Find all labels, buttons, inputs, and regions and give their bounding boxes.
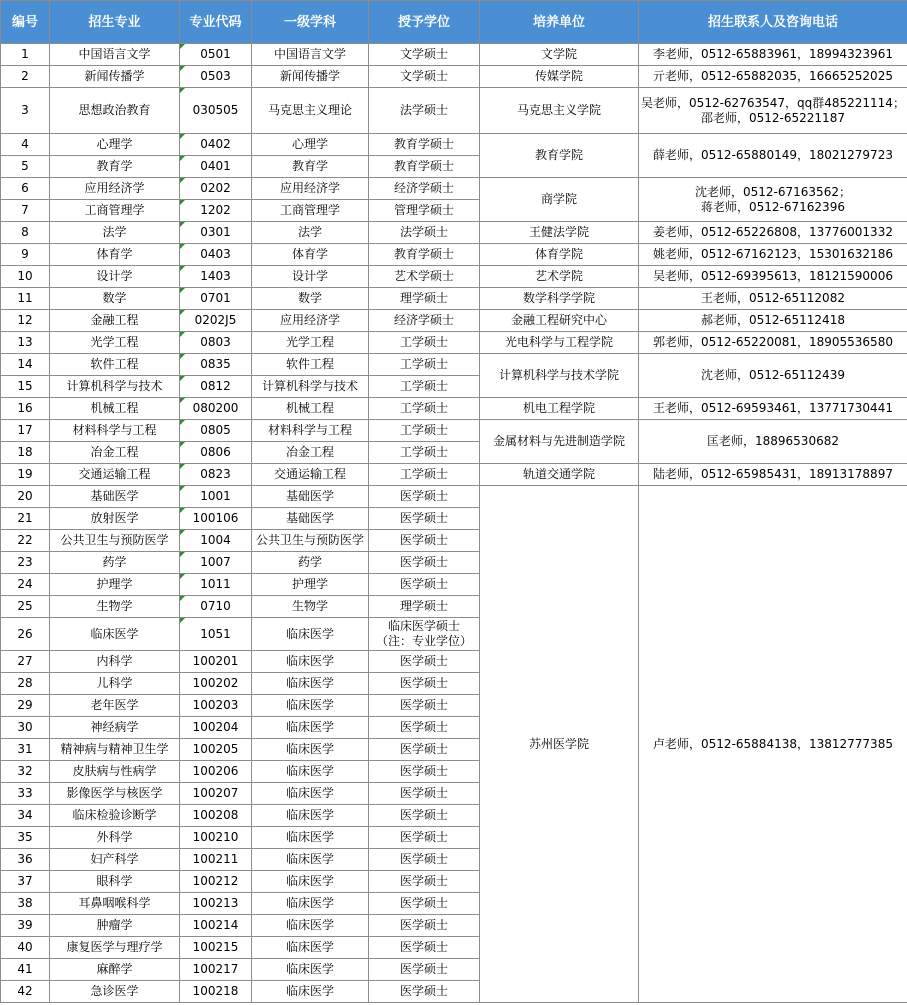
row-number: 37 (1, 871, 50, 893)
major-cell: 急诊医学 (50, 981, 180, 1003)
row-number: 24 (1, 574, 50, 596)
row-number: 27 (1, 651, 50, 673)
degree-cell: 医学硕士 (369, 508, 480, 530)
degree-cell: 医学硕士 (369, 981, 480, 1003)
contact-cell: 薛老师，0512-65880149，18021279723 (639, 134, 907, 178)
major-cell: 应用经济学 (50, 178, 180, 200)
degree-cell: 医学硕士 (369, 827, 480, 849)
row-number: 31 (1, 739, 50, 761)
code-cell: 1011 (180, 574, 252, 596)
major-cell: 眼科学 (50, 871, 180, 893)
major-cell: 冶金工程 (50, 442, 180, 464)
discipline-cell: 临床医学 (252, 651, 369, 673)
row-number: 11 (1, 288, 50, 310)
major-cell: 生物学 (50, 596, 180, 618)
degree-cell: 管理学硕士 (369, 200, 480, 222)
degree-text: 临床医学硕士 (387, 619, 460, 633)
row-number: 42 (1, 981, 50, 1003)
degree-cell: 工学硕士 (369, 332, 480, 354)
discipline-cell: 设计学 (252, 266, 369, 288)
row-number: 17 (1, 420, 50, 442)
contact-cell (639, 88, 907, 134)
code-cell: 0701 (180, 288, 252, 310)
degree-cell: 医学硕士 (369, 761, 480, 783)
contact-cell: 卢老师，0512-65884138，13812777385 (639, 486, 907, 1003)
code-cell: 0301 (180, 222, 252, 244)
code-cell: 100106 (180, 508, 252, 530)
code-cell: 1051 (180, 618, 252, 651)
table-row (1, 288, 907, 310)
row-number: 23 (1, 552, 50, 574)
contact-cell: 郭老师，0512-65220081，18905536580 (639, 332, 907, 354)
row-number: 13 (1, 332, 50, 354)
row-number: 38 (1, 893, 50, 915)
code-cell: 100202 (180, 673, 252, 695)
degree-cell: 理学硕士 (369, 596, 480, 618)
row-number: 40 (1, 937, 50, 959)
code-cell: 0805 (180, 420, 252, 442)
degree-cell: 教育学硕士 (369, 156, 480, 178)
discipline-cell: 临床医学 (252, 673, 369, 695)
discipline-cell: 药学 (252, 552, 369, 574)
degree-cell: 工学硕士 (369, 420, 480, 442)
major-cell: 思想政治教育 (50, 88, 180, 134)
contact-line: 沈老师，0512-67163562； (695, 184, 851, 199)
unit-cell: 轨道交通学院 (480, 464, 639, 486)
code-cell: 1001 (180, 486, 252, 508)
discipline-cell: 临床医学 (252, 959, 369, 981)
row-number: 18 (1, 442, 50, 464)
code-cell: 100217 (180, 959, 252, 981)
major-cell: 妇产科学 (50, 849, 180, 871)
major-cell: 内科学 (50, 651, 180, 673)
discipline-cell: 机械工程 (252, 398, 369, 420)
degree-cell: 医学硕士 (369, 651, 480, 673)
code-cell: 0803 (180, 332, 252, 354)
row-number: 34 (1, 805, 50, 827)
degree-cell: 法学硕士 (369, 222, 480, 244)
row-number: 7 (1, 200, 50, 222)
degree-cell: 教育学硕士 (369, 244, 480, 266)
contact-cell (639, 178, 907, 222)
row-number: 35 (1, 827, 50, 849)
row-number: 30 (1, 717, 50, 739)
row-number: 29 (1, 695, 50, 717)
discipline-cell: 中国语言文学 (252, 44, 369, 66)
row-number: 1 (1, 44, 50, 66)
degree-cell: 工学硕士 (369, 464, 480, 486)
contact-line: 蒋老师，0512-67162396 (701, 199, 845, 214)
discipline-cell: 临床医学 (252, 739, 369, 761)
major-cell: 机械工程 (50, 398, 180, 420)
table-row (1, 88, 907, 134)
degree-cell: 医学硕士 (369, 552, 480, 574)
code-cell: 100203 (180, 695, 252, 717)
discipline-cell: 新闻传播学 (252, 66, 369, 88)
row-number: 4 (1, 134, 50, 156)
row-number: 20 (1, 486, 50, 508)
major-cell: 肿瘤学 (50, 915, 180, 937)
header-col-major: 招生专业 (50, 1, 180, 44)
discipline-cell: 临床医学 (252, 871, 369, 893)
code-cell: 100208 (180, 805, 252, 827)
major-cell: 中国语言文学 (50, 44, 180, 66)
major-cell: 外科学 (50, 827, 180, 849)
contact-cell: 郝老师，0512-65112418 (639, 310, 907, 332)
discipline-cell: 工商管理学 (252, 200, 369, 222)
table-row (1, 44, 907, 66)
major-cell: 基础医学 (50, 486, 180, 508)
major-cell: 神经病学 (50, 717, 180, 739)
contact-line: 邵老师，0512-65221187 (701, 110, 845, 125)
unit-cell: 光电科学与工程学院 (480, 332, 639, 354)
row-number: 8 (1, 222, 50, 244)
major-cell: 法学 (50, 222, 180, 244)
major-cell: 新闻传播学 (50, 66, 180, 88)
row-number: 32 (1, 761, 50, 783)
major-cell: 金融工程 (50, 310, 180, 332)
contact-cell: 亓老师，0512-65882035，16665252025 (639, 66, 907, 88)
contact-cell: 姚老师，0512-67162123，15301632186 (639, 244, 907, 266)
major-cell: 皮肤病与性病学 (50, 761, 180, 783)
major-cell: 心理学 (50, 134, 180, 156)
row-number: 9 (1, 244, 50, 266)
major-cell: 公共卫生与预防医学 (50, 530, 180, 552)
row-number: 2 (1, 66, 50, 88)
major-cell: 麻醉学 (50, 959, 180, 981)
code-cell: 1403 (180, 266, 252, 288)
unit-cell: 机电工程学院 (480, 398, 639, 420)
discipline-cell: 临床医学 (252, 915, 369, 937)
major-cell: 数学 (50, 288, 180, 310)
discipline-cell: 基础医学 (252, 486, 369, 508)
discipline-cell: 交通运输工程 (252, 464, 369, 486)
discipline-cell: 临床医学 (252, 937, 369, 959)
degree-cell: 文学硕士 (369, 44, 480, 66)
discipline-cell: 心理学 (252, 134, 369, 156)
degree-cell: 艺术学硕士 (369, 266, 480, 288)
row-number: 5 (1, 156, 50, 178)
code-cell: 100204 (180, 717, 252, 739)
code-cell: 0501 (180, 44, 252, 66)
code-cell: 100218 (180, 981, 252, 1003)
degree-cell: 工学硕士 (369, 442, 480, 464)
row-number: 39 (1, 915, 50, 937)
degree-cell: 医学硕士 (369, 915, 480, 937)
header-row (1, 1, 907, 44)
degree-cell: 理学硕士 (369, 288, 480, 310)
discipline-cell: 临床医学 (252, 618, 369, 651)
code-cell: 100210 (180, 827, 252, 849)
row-number: 19 (1, 464, 50, 486)
discipline-cell: 临床医学 (252, 827, 369, 849)
discipline-cell: 生物学 (252, 596, 369, 618)
discipline-cell: 临床医学 (252, 849, 369, 871)
code-cell: 1202 (180, 200, 252, 222)
degree-cell: 经济学硕士 (369, 178, 480, 200)
major-cell: 老年医学 (50, 695, 180, 717)
degree-cell: 教育学硕士 (369, 134, 480, 156)
discipline-cell: 马克思主义理论 (252, 88, 369, 134)
contact-cell: 姜老师，0512-65226808，13776001332 (639, 222, 907, 244)
discipline-cell: 体育学 (252, 244, 369, 266)
code-cell: 0812 (180, 376, 252, 398)
unit-cell: 文学院 (480, 44, 639, 66)
header-col-degree: 授予学位 (369, 1, 480, 44)
discipline-cell: 公共卫生与预防医学 (252, 530, 369, 552)
discipline-cell: 临床医学 (252, 717, 369, 739)
unit-cell: 教育学院 (480, 134, 639, 178)
degree-cell: 医学硕士 (369, 893, 480, 915)
major-cell: 材料科学与工程 (50, 420, 180, 442)
degree-cell: 医学硕士 (369, 783, 480, 805)
discipline-cell: 冶金工程 (252, 442, 369, 464)
major-cell: 交通运输工程 (50, 464, 180, 486)
major-cell: 儿科学 (50, 673, 180, 695)
code-cell: 100207 (180, 783, 252, 805)
degree-cell: 医学硕士 (369, 871, 480, 893)
major-cell: 精神病与精神卫生学 (50, 739, 180, 761)
table-row (1, 354, 907, 376)
code-cell: 100212 (180, 871, 252, 893)
degree-cell: 医学硕士 (369, 695, 480, 717)
unit-cell: 计算机科学与技术学院 (480, 354, 639, 398)
degree-cell: 医学硕士 (369, 805, 480, 827)
degree-cell: 医学硕士 (369, 959, 480, 981)
row-number: 6 (1, 178, 50, 200)
major-cell: 临床医学 (50, 618, 180, 651)
row-number: 41 (1, 959, 50, 981)
degree-cell (369, 618, 480, 651)
discipline-cell: 临床医学 (252, 805, 369, 827)
code-cell: 100211 (180, 849, 252, 871)
degree-cell: 医学硕士 (369, 530, 480, 552)
degree-cell: 医学硕士 (369, 739, 480, 761)
discipline-cell: 应用经济学 (252, 310, 369, 332)
degree-cell: 法学硕士 (369, 88, 480, 134)
unit-cell: 商学院 (480, 178, 639, 222)
degree-cell: 医学硕士 (369, 673, 480, 695)
degree-cell: 医学硕士 (369, 486, 480, 508)
row-number: 26 (1, 618, 50, 651)
unit-cell: 艺术学院 (480, 266, 639, 288)
code-cell: 100205 (180, 739, 252, 761)
code-cell: 0503 (180, 66, 252, 88)
code-cell: 0710 (180, 596, 252, 618)
table-row (1, 332, 907, 354)
code-cell: 100201 (180, 651, 252, 673)
unit-cell: 王健法学院 (480, 222, 639, 244)
header-col-unit: 培养单位 (480, 1, 639, 44)
table-row (1, 398, 907, 420)
unit-cell: 体育学院 (480, 244, 639, 266)
contact-line: 吴老师，0512-62763547，qq群485221114； (641, 95, 905, 110)
degree-cell: 医学硕士 (369, 937, 480, 959)
unit-cell: 苏州医学院 (480, 486, 639, 1003)
major-cell: 体育学 (50, 244, 180, 266)
discipline-cell: 应用经济学 (252, 178, 369, 200)
row-number: 3 (1, 88, 50, 134)
header-col-code: 专业代码 (180, 1, 252, 44)
code-cell: 0403 (180, 244, 252, 266)
table-row (1, 222, 907, 244)
unit-cell: 金属材料与先进制造学院 (480, 420, 639, 464)
major-cell: 耳鼻咽喉科学 (50, 893, 180, 915)
table-row (1, 244, 907, 266)
header-col-contact: 招生联系人及咨询电话 (639, 1, 907, 44)
table-row (1, 486, 907, 508)
row-number: 25 (1, 596, 50, 618)
row-number: 12 (1, 310, 50, 332)
major-cell: 工商管理学 (50, 200, 180, 222)
code-cell: 0202 (180, 178, 252, 200)
discipline-cell: 临床医学 (252, 893, 369, 915)
degree-cell: 医学硕士 (369, 849, 480, 871)
major-cell: 软件工程 (50, 354, 180, 376)
row-number: 22 (1, 530, 50, 552)
unit-cell: 传媒学院 (480, 66, 639, 88)
discipline-cell: 法学 (252, 222, 369, 244)
discipline-cell: 基础医学 (252, 508, 369, 530)
degree-cell: 医学硕士 (369, 574, 480, 596)
code-cell: 100206 (180, 761, 252, 783)
row-number: 36 (1, 849, 50, 871)
code-cell: 0835 (180, 354, 252, 376)
table-body (1, 44, 907, 1003)
discipline-cell: 护理学 (252, 574, 369, 596)
code-cell: 100213 (180, 893, 252, 915)
contact-cell: 沈老师，0512-65112439 (639, 354, 907, 398)
contact-cell: 王老师，0512-65112082 (639, 288, 907, 310)
row-number: 15 (1, 376, 50, 398)
degree-cell: 文学硕士 (369, 66, 480, 88)
degree-cell: 工学硕士 (369, 398, 480, 420)
code-cell: 1004 (180, 530, 252, 552)
discipline-cell: 临床医学 (252, 783, 369, 805)
row-number: 28 (1, 673, 50, 695)
row-number: 16 (1, 398, 50, 420)
unit-cell: 金融工程研究中心 (480, 310, 639, 332)
degree-cell: 工学硕士 (369, 354, 480, 376)
degree-note: （注：专业学位） (375, 634, 472, 648)
discipline-cell: 软件工程 (252, 354, 369, 376)
major-cell: 影像医学与核医学 (50, 783, 180, 805)
code-cell: 0401 (180, 156, 252, 178)
major-cell: 放射医学 (50, 508, 180, 530)
table-row (1, 464, 907, 486)
code-cell: 0806 (180, 442, 252, 464)
unit-cell: 马克思主义学院 (480, 88, 639, 134)
degree-cell: 经济学硕士 (369, 310, 480, 332)
table-row (1, 178, 907, 200)
contact-cell: 李老师，0512-65883961，18994323961 (639, 44, 907, 66)
discipline-cell: 教育学 (252, 156, 369, 178)
code-cell: 100215 (180, 937, 252, 959)
row-number: 21 (1, 508, 50, 530)
table-row (1, 134, 907, 156)
major-cell: 设计学 (50, 266, 180, 288)
discipline-cell: 计算机科学与技术 (252, 376, 369, 398)
row-number: 14 (1, 354, 50, 376)
contact-cell: 陆老师，0512-65985431，18913178897 (639, 464, 907, 486)
discipline-cell: 临床医学 (252, 981, 369, 1003)
discipline-cell: 临床医学 (252, 695, 369, 717)
code-cell: 080200 (180, 398, 252, 420)
row-number: 10 (1, 266, 50, 288)
major-cell: 临床检验诊断学 (50, 805, 180, 827)
code-cell: 0823 (180, 464, 252, 486)
code-cell: 030505 (180, 88, 252, 134)
degree-cell: 医学硕士 (369, 717, 480, 739)
table-row (1, 266, 907, 288)
degree-cell: 工学硕士 (369, 376, 480, 398)
contact-cell: 匡老师，18896530682 (639, 420, 907, 464)
unit-cell: 数学科学学院 (480, 288, 639, 310)
major-cell: 教育学 (50, 156, 180, 178)
major-cell: 光学工程 (50, 332, 180, 354)
table-row (1, 66, 907, 88)
code-cell: 100214 (180, 915, 252, 937)
major-cell: 药学 (50, 552, 180, 574)
contact-cell: 王老师，0512-69593461，13771730441 (639, 398, 907, 420)
discipline-cell: 光学工程 (252, 332, 369, 354)
code-cell: 0202J5 (180, 310, 252, 332)
code-cell: 0402 (180, 134, 252, 156)
table-row (1, 310, 907, 332)
row-number: 33 (1, 783, 50, 805)
discipline-cell: 材料科学与工程 (252, 420, 369, 442)
header-col-discipline: 一级学科 (252, 1, 369, 44)
discipline-cell: 数学 (252, 288, 369, 310)
discipline-cell: 临床医学 (252, 761, 369, 783)
code-cell: 1007 (180, 552, 252, 574)
major-cell: 康复医学与理疗学 (50, 937, 180, 959)
major-cell: 计算机科学与技术 (50, 376, 180, 398)
contact-cell: 吴老师，0512-69395613，18121590006 (639, 266, 907, 288)
major-cell: 护理学 (50, 574, 180, 596)
table-row (1, 420, 907, 442)
header-col-number: 编号 (1, 1, 50, 44)
